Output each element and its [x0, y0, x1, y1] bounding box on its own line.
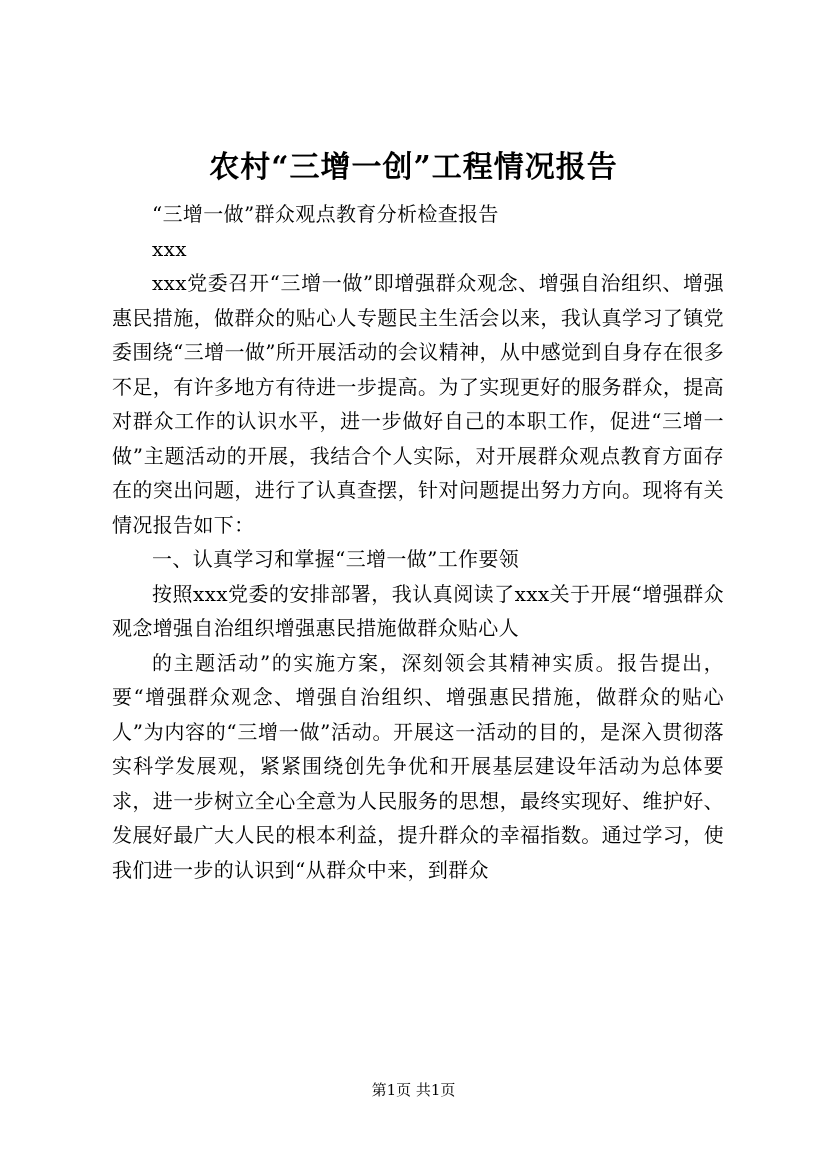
subtitle-paragraph: “三增一做”群众观点教育分析检查报告	[152, 202, 499, 226]
section-heading: 一、认真学习和掌握“三增一做”工作要领	[152, 547, 520, 571]
author-paragraph: xxx	[152, 236, 187, 261]
section-paragraph-continued: 的主题活动”的实施方案，深刻领会其精神实质。报告提出，要“增强群众观念、增强自治组织、增强惠民措施，做群众的贴心人”为内容的“三增一做”活动。开展这一活动的目的，是深入贯彻落实科学发展观，紧紧围绕创先争优和开展基层建设年活动为总体要求，进一步树立全心全意为人民服务的思想，最终实现好、维护好、发展好最广大人民的根本利益，提升群众的幸福指数。通过学习，使我们进一步的认识到“从群众中来，到群众	[112, 650, 724, 882]
section-paragraph: 按照xxx党委的安排部署，我认真阅读了xxx关于开展“增强群众观念增强自治组织增强惠民措施做群众贴心人	[112, 581, 724, 640]
document-title: 农村“三增一创”工程情况报告	[209, 150, 618, 185]
document-body	[112, 197, 724, 887]
intro-paragraph: xxx党委召开“三增一做”即增强群众观念、增强自治组织、增强惠民措施，做群众的贴心人专题民主生活会以来，我认真学习了镇党委围绕“三增一做”所开展活动的会议精神，从中感觉到自身存在很多不足，有许多地方有待进一步提高。为了实现更好的服务群众，提高对群众工作的认识水平，进一步做好自己的本职工作，促进“三增一做”主题活动的开展，我结合个人实际，对开展群众观点教育方面存在的突出问题，进行了认真查摆，针对问题提出努力方向。现将有关情况报告如下：	[112, 271, 724, 537]
page-number: 第1页 共1页	[371, 1081, 456, 1099]
